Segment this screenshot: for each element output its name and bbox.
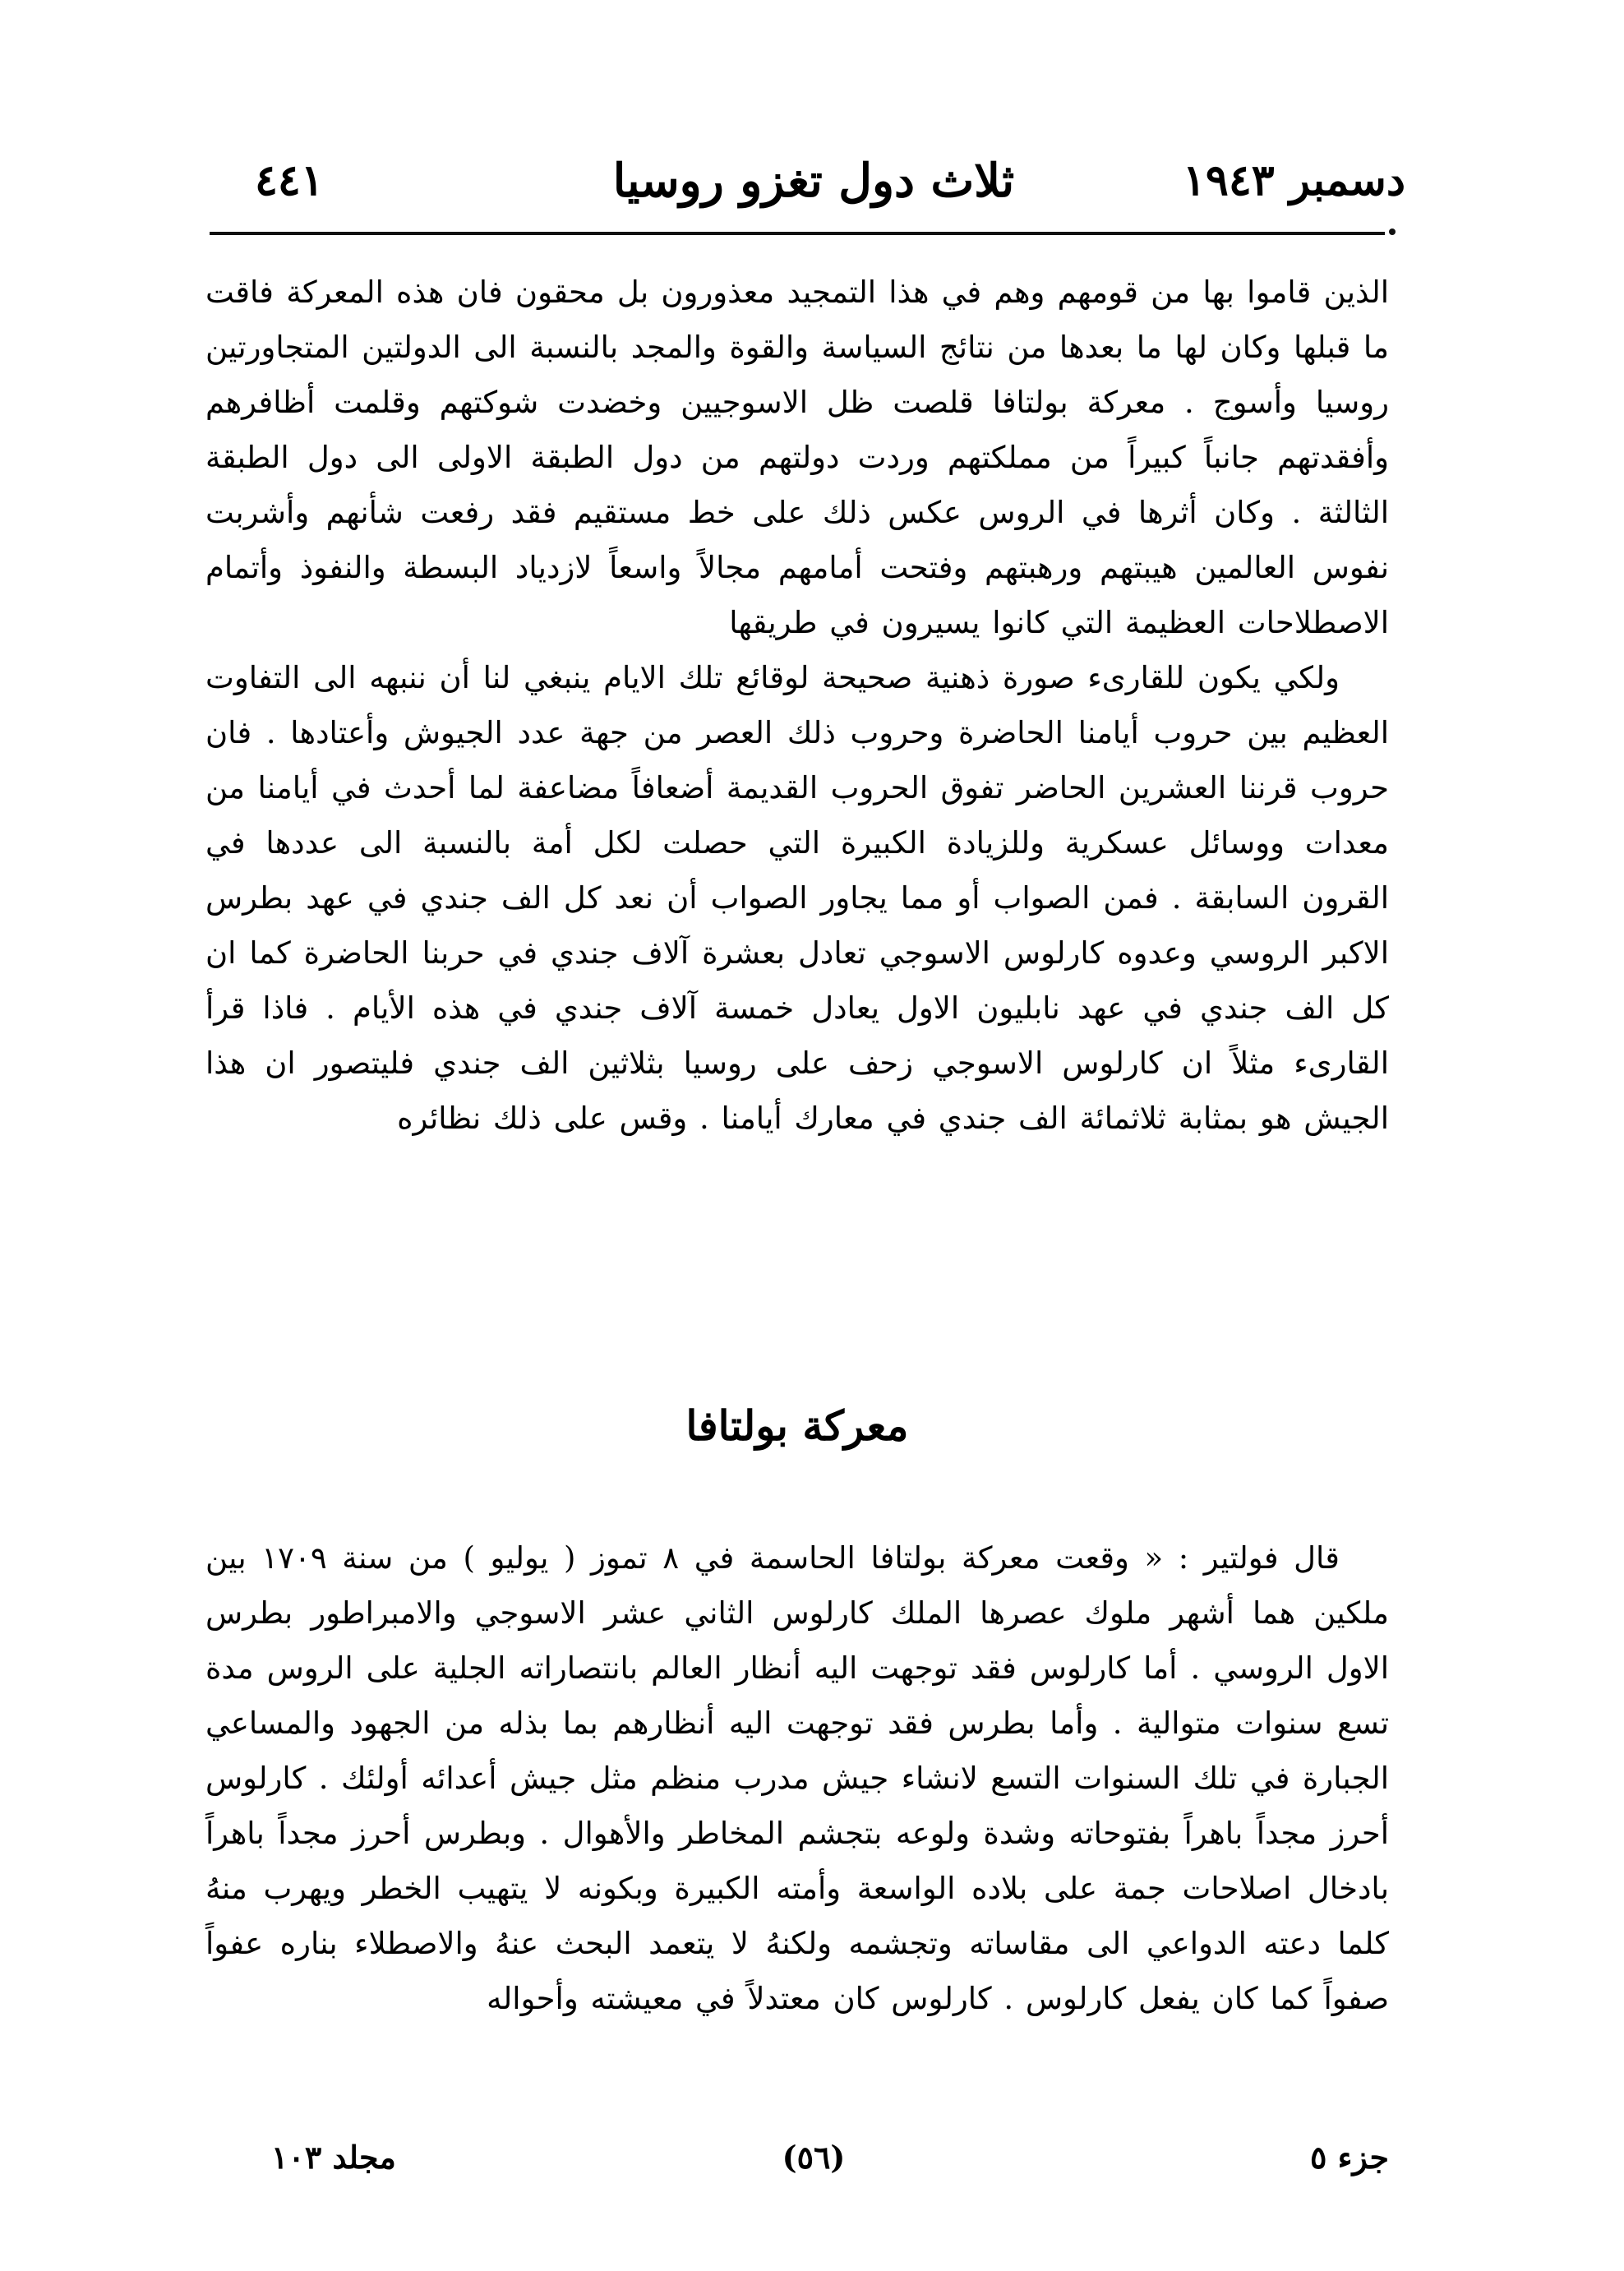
footer-volume: مجلد ١٠٣ — [271, 2139, 396, 2176]
header-rule-dot — [1389, 228, 1396, 235]
running-head — [222, 144, 1405, 218]
section-text — [205, 1530, 1389, 2026]
article-title: ثلاث دول تغزو روسيا — [612, 154, 1015, 208]
page-number: ٤٤١ — [255, 155, 324, 205]
header-rule — [210, 232, 1385, 235]
paragraph-2: ولكي يكون للقارىء صورة ذهنية صحيحة لوقائع تلك الايام ينبغي لنا أن ننبهه الى التفاوت العظيم بين حروب أيامنا الحاضرة وحروب ذلك العصر من جهة عدد الجيوش وأعتادها . فان حروب قرننا العشرين الحاضر تفوق الحروب القديمة أضعافاً مضاعفة لما أحدث في أيامنا من معدات ووسائل عسكرية وللزيادة الكبيرة التي حصلت لكل أمة بالنسبة الى عددها في القرون السابقة . فمن الصواب أو مما يجاور الصواب أن نعد كل الف جندي في عهد بطرس الاكبر الروسي وعدوه كارلوس الاسوجي تعادل بعشرة آلاف جندي في حربنا الحاضرة كما ان كل الف جندي في عهد نابليون الاول يعادل خمسة آلاف جندي في هذه الأيام . فاذا قرأ القارىء مثلاً ان كارلوس الاسوجي زحف على روسيا بثلاثين الف جندي فليتصور ان هذا الجيش هو بمثابة ثلاثمائة الف جندي في معارك أيامنا . وقس على ذلك نظائره — [205, 660, 1389, 1136]
body-text — [205, 265, 1389, 1146]
section-heading: معركة بولتافا — [685, 1401, 909, 1450]
page-footer — [238, 2129, 1389, 2186]
paragraph-3: قال فولتير : « وقعت معركة بولتافا الحاسمة في ٨ تموز ( يوليو ) من سنة ١٧٠٩ بين ملكين هما أشهر ملوك عصرها الملك كارلوس الثاني عشر الاسوجي والامبراطور بطرس الاول الروسي . أما كارلوس فقد توجهت اليه أنظار العالم بانتصاراته الجلية على الروس مدة تسع سنوات متوالية . وأما بطرس فقد توجهت اليه أنظارهم بما بذله من الجهود والمساعي الجبارة في تلك السنوات التسع لانشاء جيش مدرب منظم مثل جيش أعدائه أولئك . كارلوس أحرز مجداً باهراً بفتوحاته وشدة ولوعه بتجشم المخاطر والأهوال . وبطرس أحرز مجداً باهراً بادخال اصلاحات جمة على بلاده الواسعة وأمته الكبيرة وبكونه لا يتهيب الخطر ويهرب منهُ كلما دعته الدواعي الى مقاساته وتجشمه ولكنهُ لا يتعمد البحث عنهُ والاصطلاء بناره عفواً صفواً كما كان يفعل كارلوس . كارلوس كان معتدلاً في معيشته وأحواله — [205, 1540, 1389, 2016]
issue-date: دسمبر ١٩٤٣ — [1183, 155, 1405, 205]
paragraph-1: الذين قاموا بها من قومهم وهم في هذا التمجيد معذورون بل محقون فان هذه المعركة فاقت ما قبلها وكان لها ما بعدها من نتائج السياسة والقوة والمجد بالنسبة الى الدولتين المتجاورتين روسيا وأسوج . معركة بولتافا قلصت ظل الاسوجيين وخضدت شوكتهم وقلمت أظافرهم وأفقدتهم جانباً كبيراً من مملكتهم وردت دولتهم من دول الطبقة الاولى الى دول الطبقة الثالثة . وكان أثرها في الروس عكس ذلك على خط مستقيم فقد رفعت شأنهم وأشربت نفوس العالمين هيبتهم ورهبتهم وفتحت أمامهم مجالاً واسعاً لازدياد البسطة والنفوذ وأتمام الاصطلاحات العظيمة التي كانوا يسيرون في طريقها — [205, 275, 1389, 640]
footer-page-seq: (٥٦) — [782, 2139, 846, 2176]
footer-part: جزء ٥ — [1310, 2139, 1389, 2176]
